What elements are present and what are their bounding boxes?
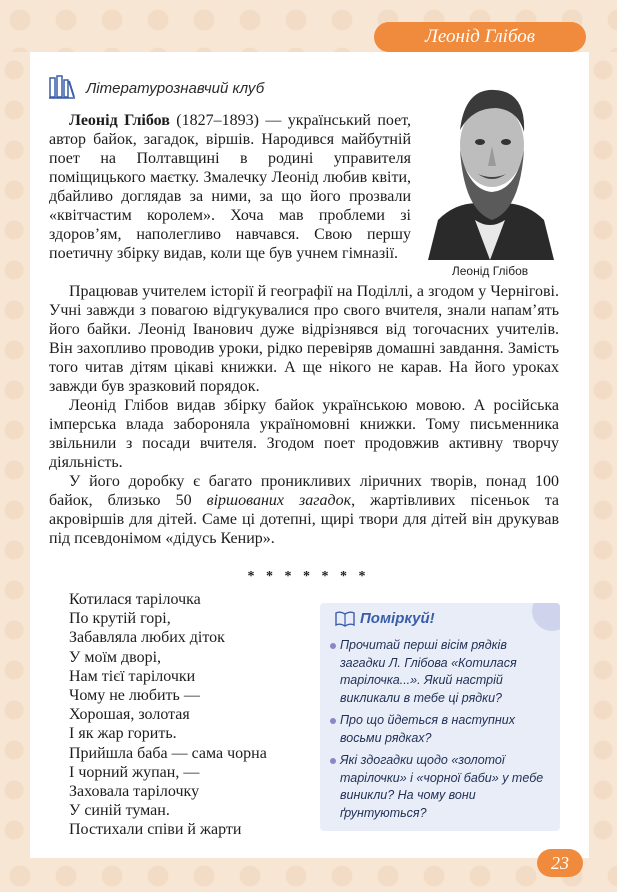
poem-line: Прийшла баба — сама чорна bbox=[69, 744, 267, 762]
poem-line: У синій туман. bbox=[69, 802, 170, 820]
think-header bbox=[335, 610, 435, 627]
poem-line: Хорошая, золотая bbox=[69, 706, 190, 724]
separator: * * * * * * * bbox=[247, 569, 370, 584]
question-item: Прочитай перші вісім рядків загадки Л. Глібова «Котилася тарілочка...». Який настрій викликали в тебе ці рядки? bbox=[330, 637, 552, 707]
poem bbox=[69, 590, 267, 840]
intro-paragraph bbox=[49, 111, 411, 263]
box-corner-decoration bbox=[532, 603, 560, 631]
body-text bbox=[49, 282, 559, 548]
poem-line: Нам тієї тарілочки bbox=[69, 667, 196, 685]
question-item: Які здогадки щодо «золотої тарілочки» і «чорної баби» у тебе виникли? На чому вони ґрунтуються? bbox=[330, 752, 552, 822]
poem-line: І чорний жупан, — bbox=[69, 763, 200, 781]
section-label: Літературознавчий клуб bbox=[86, 80, 265, 97]
works-italic: віршованих загадок bbox=[206, 492, 352, 509]
poem-line: Чому не любить — bbox=[69, 687, 200, 705]
question-item: Про що йдеться в наступних восьми рядках? bbox=[330, 712, 552, 747]
decorative-frame-right bbox=[589, 52, 617, 862]
paragraph: Працював учителем історії й географії на Поділлі, а згодом у Чернігові. Учні завжди з повагою відгукувалися про свого вчителя, знали напам’ять його байки. Леонід Іванович дуже відрізнявся від тогочасних учителів. Він захопливо проводив уроки, рідко перевіряв домашні завдання. Замість того читав дітям цікаві книжки. А ще нікого не карав. На його уроках завжди був зразковий порядок. bbox=[49, 283, 559, 395]
intro-text: (1827–1893) — український поет, автор байок, загадок, віршів. Народився майбутній поет на Полтавщині в родині управителя поміщицького маєтку. Змалечку Леонід любив квіти, дбайливо доглядав за ними, за що його прозвали «квітчастим королем». Хоча мав проблеми зі здоров’ям, наполегливо навчався. Свою першу поетичну збірку видав, коли ще був учнем гімназії. bbox=[49, 112, 412, 262]
decorative-frame-bottom bbox=[0, 858, 617, 892]
author-name: Леонід Глібов bbox=[69, 112, 170, 129]
works-text-start: У його доробку є багато проникливих ліричних творів, понад 100 байок, близько 50 bbox=[49, 473, 559, 509]
works-text-end: , жартівливих пісеньок та акровіршів для дітей. Саме ці дотепні, щирі твори для дітей він друкував під псевдонімом «дідусь Кенир». bbox=[49, 492, 560, 547]
think-questions bbox=[330, 637, 552, 827]
think-box bbox=[320, 603, 560, 831]
poem-line: Котилася тарілочка bbox=[69, 591, 201, 608]
header-title: Леонід Глібов bbox=[374, 22, 586, 52]
portrait-caption: Леонід Глібов bbox=[451, 264, 529, 278]
poem-line: По крутій горі, bbox=[69, 610, 171, 628]
bookshelf-icon bbox=[49, 75, 75, 99]
poem-line: Забавляла любих діток bbox=[69, 629, 225, 647]
paragraph-works bbox=[49, 472, 559, 548]
poem-line: Постихали співи й жарти bbox=[69, 821, 242, 839]
think-title: Поміркуй! bbox=[360, 610, 435, 627]
decorative-frame-left bbox=[0, 52, 30, 862]
page-number: 23 bbox=[537, 849, 583, 877]
author-portrait bbox=[420, 70, 560, 260]
poem-line: І як жар горить. bbox=[69, 725, 177, 743]
poem-line: У моїм дворі, bbox=[69, 648, 162, 666]
poem-line: Заховала тарілочку bbox=[69, 783, 200, 801]
open-book-icon bbox=[335, 611, 355, 627]
paragraph: Леонід Глібов видав збірку байок українською мовою. А російська імперська влада забороняла україномовні книжки. Тому письменника звільнили з посади вчителя. Згодом поет продовжив активну творчу діяльність. bbox=[49, 397, 559, 471]
